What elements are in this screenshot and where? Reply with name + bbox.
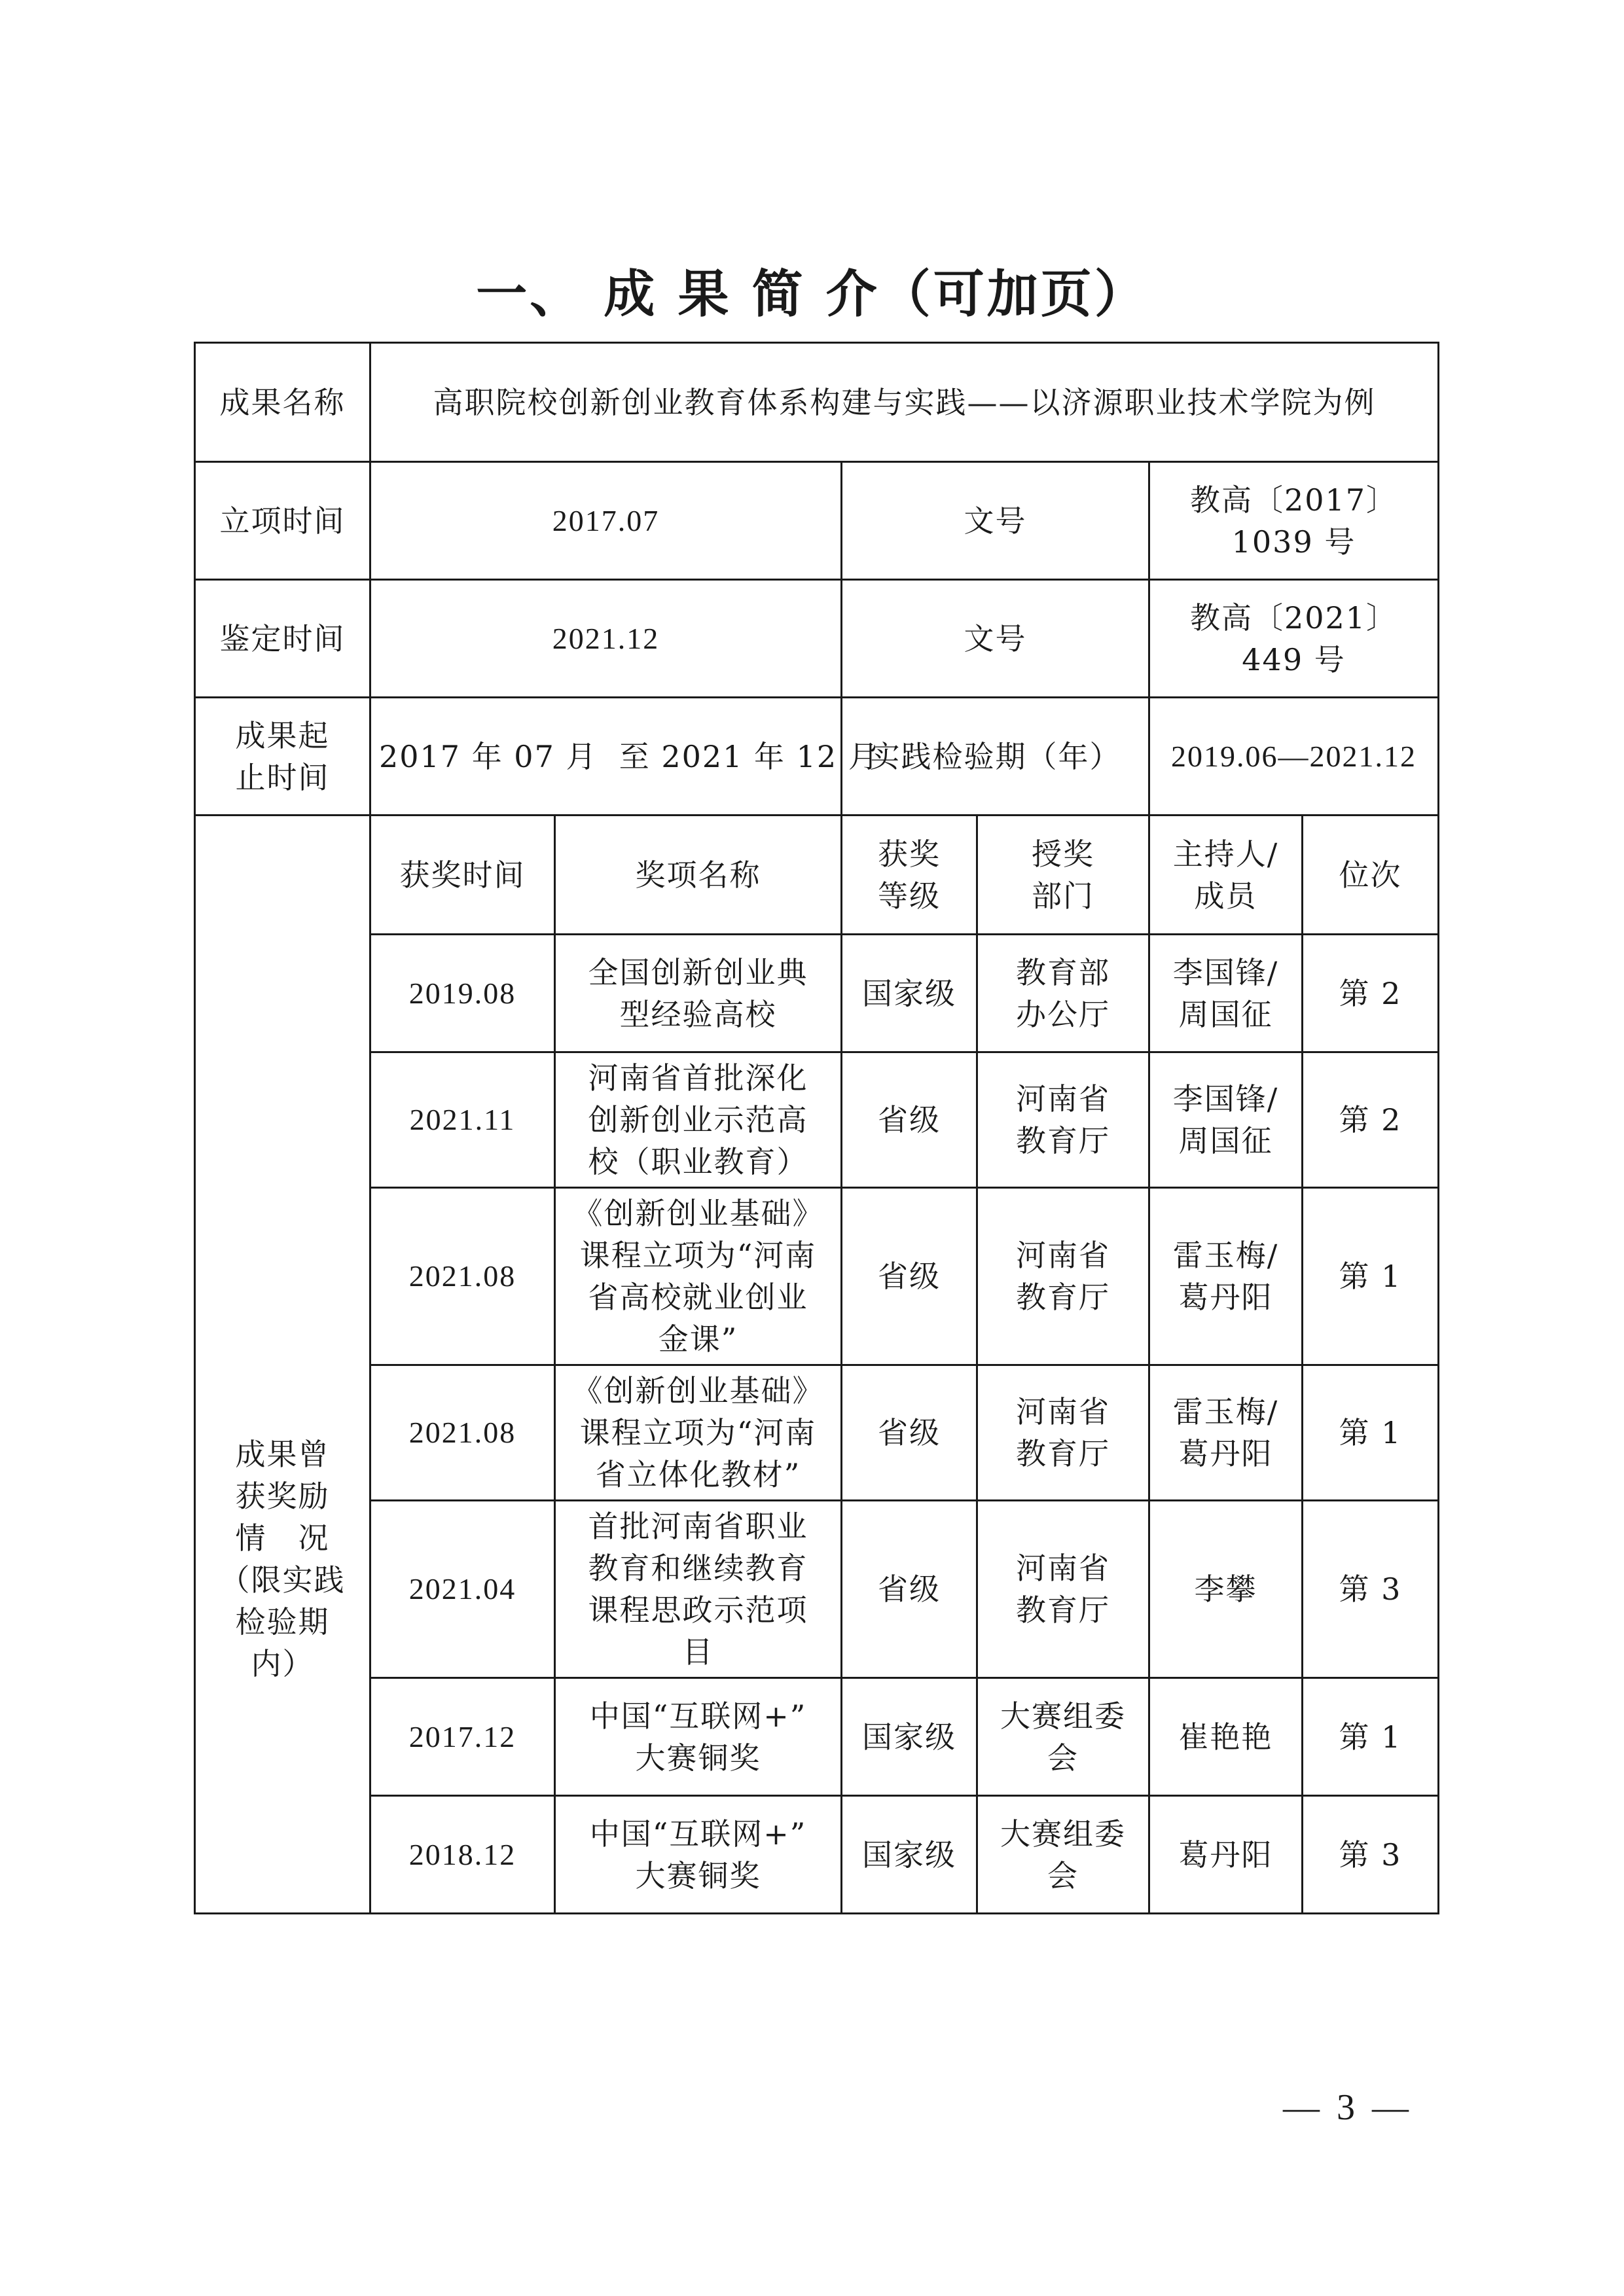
award-person xyxy=(1149,1365,1303,1501)
project-doc-label: 文号 xyxy=(842,462,1149,580)
awards-side-label xyxy=(195,816,370,1914)
award-name-line: 《创新创业基础》 xyxy=(572,1196,824,1231)
award-name-line: 型经验高校 xyxy=(619,996,777,1032)
award-person-line: 雷玉梅/ xyxy=(1172,1238,1279,1273)
result-name-value: 高职院校创新创业教育体系构建与实践——以济源职业技术学院为例 xyxy=(370,343,1439,462)
award-dept-line: 河南省 xyxy=(1016,1081,1110,1117)
award-name-line: 课程思政示范项 xyxy=(588,1592,808,1628)
award-person-line: 葛丹阳 xyxy=(1178,1837,1273,1873)
header-person-line-1: 主持人/ xyxy=(1172,836,1279,872)
award-name xyxy=(555,1796,842,1914)
award-row xyxy=(195,1365,1439,1501)
appraisal-time-row xyxy=(195,580,1439,698)
award-dept xyxy=(977,1365,1149,1501)
award-dept-line: 教育厅 xyxy=(1016,1123,1110,1158)
award-name-line: 河南省首批深化 xyxy=(588,1060,808,1096)
result-name-label: 成果名称 xyxy=(195,343,370,462)
award-dept xyxy=(977,1796,1149,1914)
award-person-line: 葛丹阳 xyxy=(1178,1280,1273,1315)
header-dept-line-1: 授奖 xyxy=(1032,836,1094,872)
project-doc-number xyxy=(1149,462,1439,580)
award-dept-line: 河南省 xyxy=(1016,1551,1110,1586)
awards-side-line-1: 成果曾 xyxy=(235,1436,330,1472)
award-time: 2021.11 xyxy=(370,1052,555,1188)
award-name xyxy=(555,1188,842,1365)
period-label xyxy=(195,698,370,816)
award-name-line: 中国“互联网+” xyxy=(589,1698,807,1734)
award-rank: 第 3 xyxy=(1303,1501,1439,1678)
award-person xyxy=(1149,1796,1303,1914)
header-level-line-2: 等级 xyxy=(878,878,941,914)
award-time: 2019.08 xyxy=(370,935,555,1052)
award-name-line: 全国创新创业典 xyxy=(588,954,808,990)
award-dept-line: 教育厅 xyxy=(1016,1280,1110,1315)
award-dept-line: 会 xyxy=(1047,1857,1079,1893)
award-row xyxy=(195,1188,1439,1365)
awards-side-line-4: （限实践 xyxy=(219,1562,346,1598)
award-time: 2018.12 xyxy=(370,1796,555,1914)
award-person xyxy=(1149,1052,1303,1188)
award-dept xyxy=(977,935,1149,1052)
award-time: 2021.04 xyxy=(370,1501,555,1678)
award-name-line: 大赛铜奖 xyxy=(635,1740,761,1776)
period-row xyxy=(195,698,1439,816)
award-name-line: 目 xyxy=(682,1634,714,1670)
award-person-line: 李国锋/ xyxy=(1172,954,1279,990)
award-rank: 第 2 xyxy=(1303,1052,1439,1188)
awards-side-line-3: 情 况 xyxy=(235,1520,330,1556)
award-level: 省级 xyxy=(842,1501,977,1678)
header-person-line-2: 成员 xyxy=(1194,878,1257,914)
award-time: 2021.08 xyxy=(370,1188,555,1365)
result-name-row xyxy=(195,343,1439,462)
award-person-line: 周国征 xyxy=(1178,1123,1273,1158)
appraisal-doc-label: 文号 xyxy=(842,580,1149,698)
award-rank: 第 1 xyxy=(1303,1188,1439,1365)
award-name xyxy=(555,1678,842,1796)
award-level: 国家级 xyxy=(842,1678,977,1796)
award-dept-line: 办公厅 xyxy=(1016,996,1110,1032)
appraisal-doc-line-1: 教高〔2021〕 xyxy=(1189,600,1398,636)
practice-period-label: 实践检验期（年） xyxy=(842,698,1149,816)
award-person-line: 李国锋/ xyxy=(1172,1081,1279,1117)
award-name-line: 课程立项为“河南 xyxy=(579,1415,817,1450)
header-award-name: 奖项名称 xyxy=(555,816,842,935)
award-rank: 第 1 xyxy=(1303,1678,1439,1796)
appraisal-time-label: 鉴定时间 xyxy=(195,580,370,698)
awards-side-line-6: 内） xyxy=(251,1645,314,1681)
award-rank: 第 3 xyxy=(1303,1796,1439,1914)
project-time-row xyxy=(195,462,1439,580)
award-dept-line: 教育部 xyxy=(1016,954,1110,990)
award-rank: 第 1 xyxy=(1303,1365,1439,1501)
award-person-line: 雷玉梅/ xyxy=(1172,1394,1279,1429)
period-label-line-2: 止时间 xyxy=(235,759,330,795)
award-name-line: 金课” xyxy=(658,1321,738,1357)
award-dept-line: 教育厅 xyxy=(1016,1436,1110,1471)
award-level: 省级 xyxy=(842,1188,977,1365)
achievement-summary-table xyxy=(194,342,1439,1914)
header-level-line-1: 获奖 xyxy=(878,836,941,872)
award-person xyxy=(1149,1678,1303,1796)
header-award-level xyxy=(842,816,977,935)
awards-side-line-2: 获奖励 xyxy=(235,1478,330,1514)
header-award-dept xyxy=(977,816,1149,935)
award-dept-line: 教育厅 xyxy=(1016,1592,1110,1628)
awards-side-line-5: 检验期 xyxy=(235,1604,330,1640)
appraisal-doc-line-2: 449 号 xyxy=(1242,641,1346,677)
award-name-line: 省立体化教材” xyxy=(595,1457,801,1492)
award-dept xyxy=(977,1501,1149,1678)
practice-period-value: 2019.06—2021.12 xyxy=(1149,698,1439,816)
award-dept-line: 河南省 xyxy=(1016,1238,1110,1273)
award-name-line: 首批河南省职业 xyxy=(588,1509,808,1544)
header-dept-line-2: 部门 xyxy=(1032,878,1094,914)
award-name xyxy=(555,1501,842,1678)
award-person-line: 葛丹阳 xyxy=(1178,1436,1273,1471)
award-name-line: 《创新创业基础》 xyxy=(572,1373,824,1408)
award-name xyxy=(555,935,842,1052)
award-person-line: 崔艳艳 xyxy=(1178,1719,1273,1755)
header-award-rank: 位次 xyxy=(1303,816,1439,935)
page-title: 一、 成 果 简 介（可加页） xyxy=(476,265,1148,324)
project-time-label: 立项时间 xyxy=(195,462,370,580)
award-level: 省级 xyxy=(842,1365,977,1501)
appraisal-doc-number xyxy=(1149,580,1439,698)
award-level: 国家级 xyxy=(842,935,977,1052)
award-dept-line: 大赛组委 xyxy=(1000,1698,1126,1734)
award-row xyxy=(195,935,1439,1052)
award-row xyxy=(195,1501,1439,1678)
award-name-line: 中国“互联网+” xyxy=(589,1816,807,1852)
award-name-line: 大赛铜奖 xyxy=(635,1857,761,1893)
header-award-person xyxy=(1149,816,1303,935)
award-dept-line: 大赛组委 xyxy=(1000,1816,1126,1852)
award-dept xyxy=(977,1188,1149,1365)
award-time: 2021.08 xyxy=(370,1365,555,1501)
award-person-line: 周国征 xyxy=(1178,996,1273,1032)
award-name-line: 创新创业示范高 xyxy=(588,1102,808,1138)
award-dept-line: 会 xyxy=(1047,1740,1079,1776)
award-name-line: 省高校就业创业 xyxy=(588,1280,808,1315)
awards-header-row xyxy=(195,816,1439,935)
page-number: — 3 — xyxy=(1283,2087,1413,2128)
header-award-time: 获奖时间 xyxy=(370,816,555,935)
award-row xyxy=(195,1052,1439,1188)
award-name-line: 校（职业教育） xyxy=(588,1144,808,1179)
award-rank: 第 2 xyxy=(1303,935,1439,1052)
award-person xyxy=(1149,1501,1303,1678)
award-time: 2017.12 xyxy=(370,1678,555,1796)
award-name xyxy=(555,1365,842,1501)
award-level: 国家级 xyxy=(842,1796,977,1914)
project-time-value: 2017.07 xyxy=(370,462,842,580)
award-name-line: 教育和继续教育 xyxy=(588,1551,808,1586)
award-row xyxy=(195,1796,1439,1914)
appraisal-time-value: 2021.12 xyxy=(370,580,842,698)
award-dept xyxy=(977,1678,1149,1796)
period-value: 2017 年 07 月 至 2021 年 12 月 xyxy=(370,698,842,816)
period-label-line-1: 成果起 xyxy=(235,717,330,753)
project-doc-line-2: 1039 号 xyxy=(1231,524,1356,560)
award-name-line: 课程立项为“河南 xyxy=(579,1238,817,1273)
award-row xyxy=(195,1678,1439,1796)
award-person xyxy=(1149,935,1303,1052)
award-dept xyxy=(977,1052,1149,1188)
award-level: 省级 xyxy=(842,1052,977,1188)
project-doc-line-1: 教高〔2017〕 xyxy=(1189,482,1398,518)
award-name xyxy=(555,1052,842,1188)
award-dept-line: 河南省 xyxy=(1016,1394,1110,1429)
award-person xyxy=(1149,1188,1303,1365)
award-person-line: 李攀 xyxy=(1194,1571,1257,1607)
